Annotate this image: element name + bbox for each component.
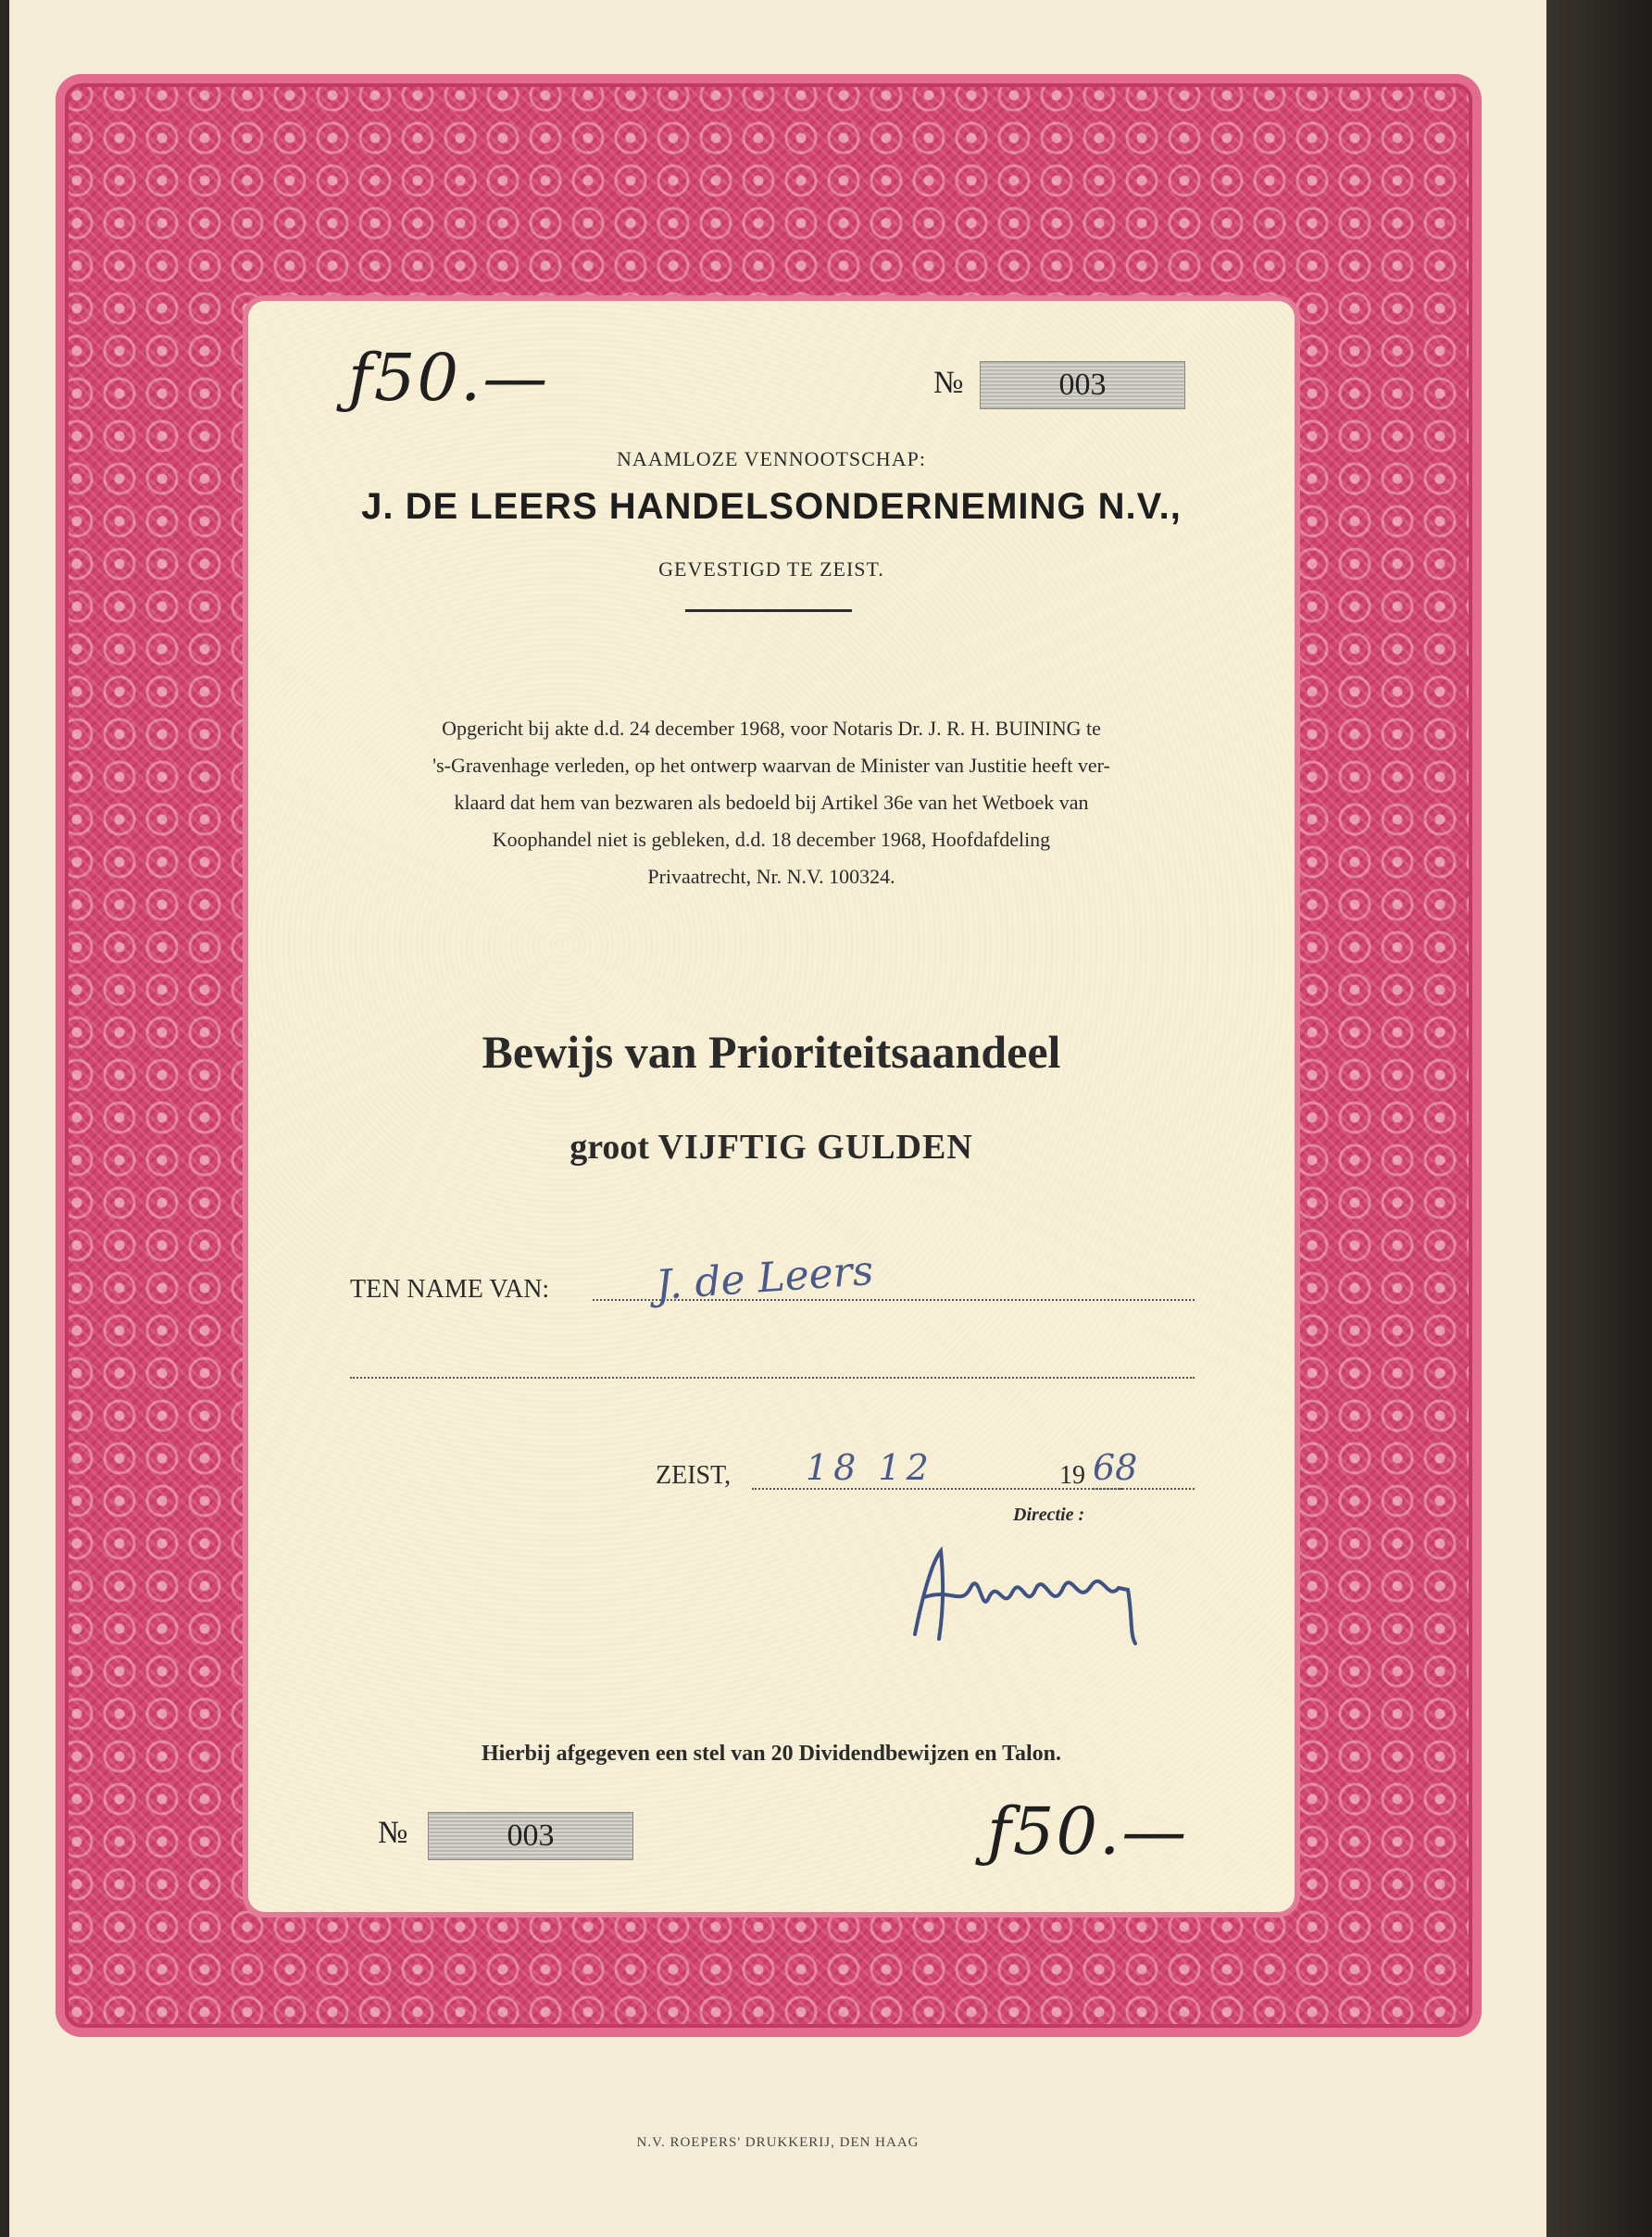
subtitle-prefix: groot [569,1128,650,1167]
name-line-second [350,1377,1195,1379]
number-box-bottom [428,1812,633,1860]
value-top: ƒ50.— [348,340,550,416]
founding-line: Privaatrecht, Nr. N.V. 100324. [647,865,895,888]
directie-label: Directie : [1013,1505,1085,1525]
founding-line: klaard dat hem van bezwaren als bedoeld bij Artikel 36e van het Wetboek van [454,791,1089,814]
year-handwritten: 68 [1093,1447,1138,1488]
company-type: NAAMLOZE VENNOOTSCHAP: [617,447,926,470]
number-label-bottom: № [378,1816,408,1850]
value-bottom: ƒ50.— [987,1793,1189,1869]
coupons-text: Hierbij afgegeven een stel van 20 Dividendbewijzen en Talon. [482,1742,1061,1766]
founding-line: Koophandel niet is gebleken, d.d. 18 december 1968, Hoofdafdeling [492,828,1051,851]
certificate-panel [248,301,1295,1912]
certificate-title: Bewijs van Prioriteitsaandeel [482,1026,1061,1078]
number-top: 003 [1058,368,1107,402]
background-edge [1546,0,1652,2237]
founding-text [248,710,1295,895]
year-line [1093,1488,1195,1490]
founding-line: 's-Gravenhage verleden, op het ontwerp waarvan de Minister van Justitie heeft ver- [432,754,1110,777]
director-signature-icon [896,1532,1174,1653]
number-label-top: № [933,366,964,400]
name-label: TEN NAME VAN: [350,1275,550,1304]
date-handwritten: 18 12 [806,1447,934,1488]
number-bottom: 003 [507,1818,555,1853]
certificate-subtitle [248,1127,1295,1168]
divider [685,609,852,612]
founding-line: Opgericht bij akte d.d. 24 december 1968, voor Notaris Dr. J. R. H. BUINING te [442,717,1101,740]
name-handwritten: J. de Leers [654,1246,875,1310]
subtitle-amount: VIJFTIG GULDEN [657,1128,973,1167]
place-label: ZEIST, [656,1461,732,1490]
year-prefix: 19 [1059,1461,1085,1490]
company-seat: GEVESTIGD TE ZEIST. [658,557,884,581]
company-name: J. DE LEERS HANDELSONDERNEMING N.V., [361,486,1182,527]
number-box-top [980,361,1185,409]
printer-imprint: N.V. ROEPERS' DRUKKERIJ, DEN HAAG [636,2135,920,2150]
